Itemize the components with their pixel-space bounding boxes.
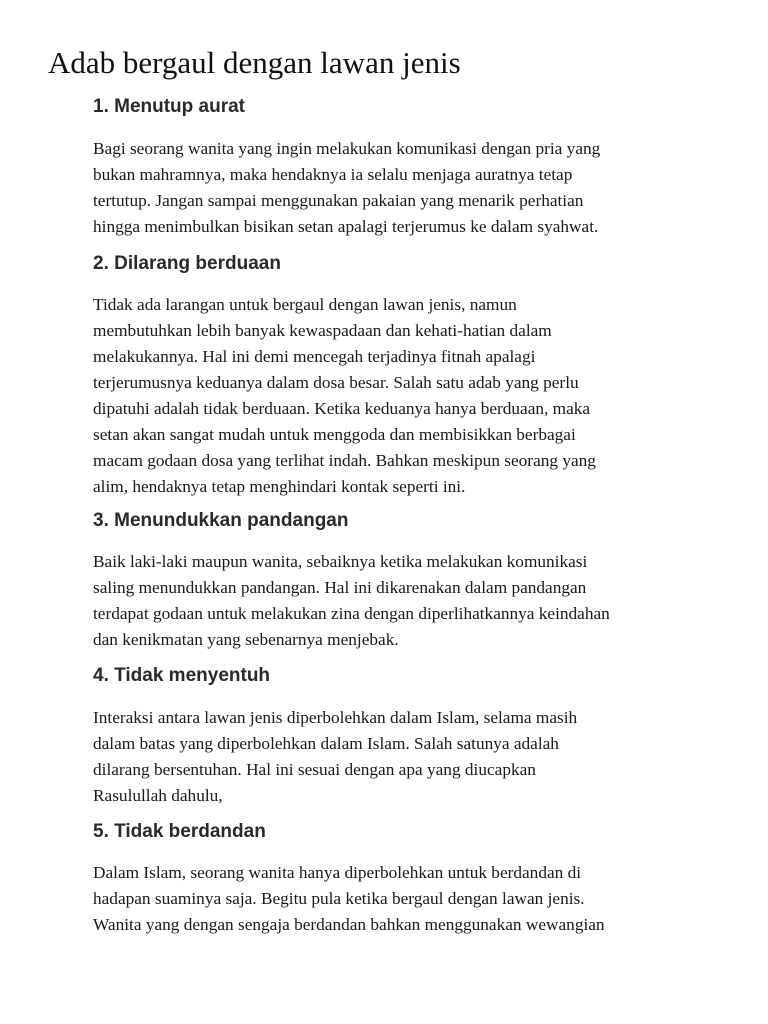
paragraph-line: Tidak ada larangan untuk bergaul dengan lawan jenis, namun [93,295,517,314]
paragraph-line: hadapan suaminya saja. Begitu pula ketika bergaul dengan lawan jenis. [93,889,585,908]
paragraph-line: alim, hendaknya tetap menghindari kontak seperti ini. [93,477,466,496]
paragraph-line: tertutup. Jangan sampai menggunakan pakaian yang menarik perhatian [93,191,584,210]
section-heading: 4. Tidak menyentuh [93,665,271,686]
paragraph-line: Dalam Islam, seorang wanita hanya diperbolehkan untuk berdandan di [93,863,582,882]
paragraph-line: terdapat godaan untuk melakukan zina dengan diperlihatkannya keindahan [93,604,610,623]
section-heading: 3. Menundukkan pandangan [93,510,349,531]
paragraph-line: macam godaan dosa yang terlihat indah. Bahkan meskipun seorang yang [93,451,596,470]
section-paragraph [93,292,723,500]
paragraph-line: terjerumusnya keduanya dalam dosa besar. Salah satu adab yang perlu [93,373,579,392]
section-heading: 1. Menutup aurat [93,96,246,117]
paragraph-line: dalam batas yang diperbolehkan dalam Islam. Salah satunya adalah [93,734,559,753]
paragraph-line: setan akan sangat mudah untuk menggoda dan membisikkan berbagai [93,425,576,444]
paragraph-line: Wanita yang dengan sengaja berdandan bahkan menggunakan wewangian [93,915,605,934]
paragraph-line: melakukannya. Hal ini demi mencegah terjadinya fitnah apalagi [93,347,536,366]
paragraph-line: dilarang bersentuhan. Hal ini sesuai dengan apa yang diucapkan [93,760,536,779]
paragraph-line: bukan mahramnya, maka hendaknya ia selalu menjaga auratnya tetap [93,165,573,184]
paragraph-line: Interaksi antara lawan jenis diperbolehkan dalam Islam, selama masih [93,708,578,727]
paragraph-line: hingga menimbulkan bisikan setan apalagi terjerumus ke dalam syahwat. [93,217,599,236]
document-title: Adab bergaul dengan lawan jenis [48,45,461,80]
section-heading: 2. Dilarang berduaan [93,253,281,274]
paragraph-line: dan kenikmatan yang sebenarnya menjebak. [93,630,399,649]
section-heading: 5. Tidak berdandan [93,821,266,842]
paragraph-line: saling menundukkan pandangan. Hal ini dikarenakan dalam pandangan [93,578,587,597]
paragraph-line: Bagi seorang wanita yang ingin melakukan komunikasi dengan pria yang [93,139,601,158]
section-paragraph [93,549,723,653]
paragraph-line: Baik laki-laki maupun wanita, sebaiknya ketika melakukan komunikasi [93,552,588,571]
section-paragraph [93,705,723,809]
paragraph-line: Rasulullah dahulu, [93,786,223,805]
section-paragraph [93,136,723,240]
paragraph-line: dipatuhi adalah tidak berduaan. Ketika keduanya hanya berduaan, maka [93,399,591,418]
section-paragraph [93,860,723,938]
paragraph-line: membutuhkan lebih banyak kewaspadaan dan kehati-hatian dalam [93,321,552,340]
